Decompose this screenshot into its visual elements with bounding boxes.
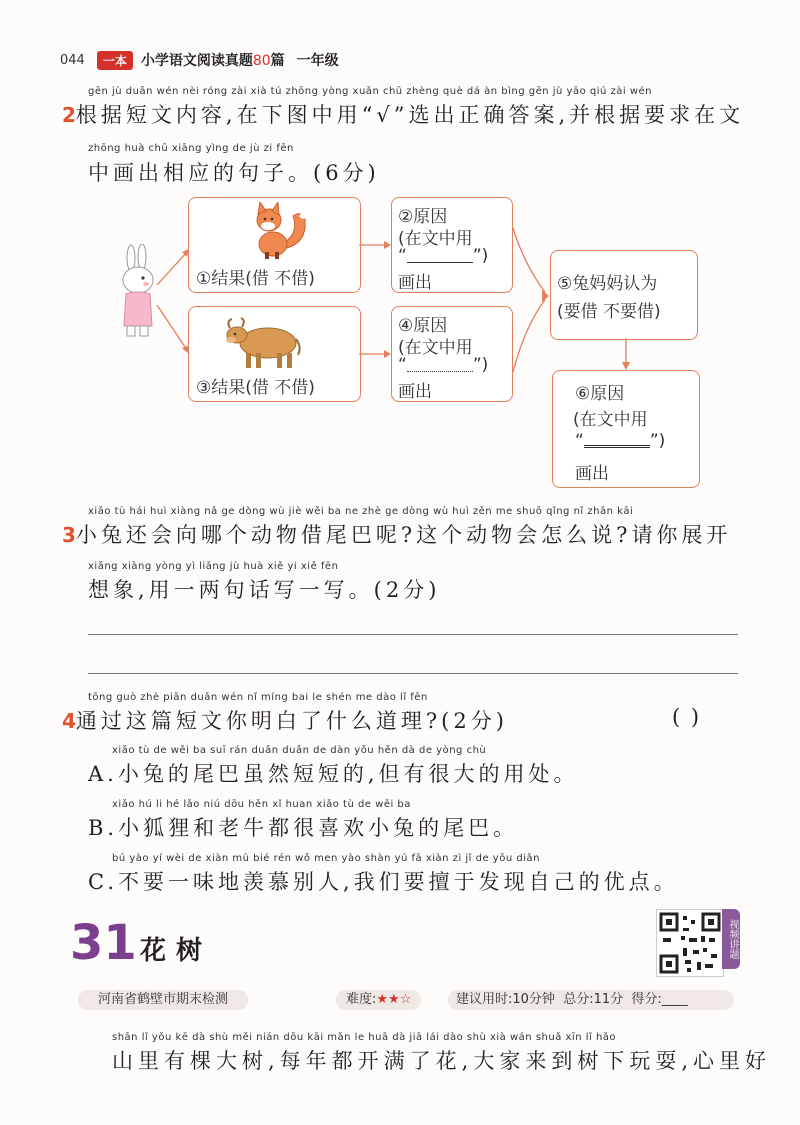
q4-option-a[interactable]: A.小兔的尾巴虽然短短的,但有很大的用处。	[88, 762, 579, 786]
score-field: 得分:____	[631, 992, 688, 1007]
lesson-text-line-1: 山里有棵大树,每年都开满了花,大家来到树下玩耍,心里好	[112, 1049, 772, 1073]
q4-answer-paren[interactable]: ( )	[672, 705, 702, 729]
box-mother-opinion	[550, 250, 698, 340]
total-score: 总分:11分	[563, 992, 624, 1007]
box2-label: ③结果(借 不借)	[196, 378, 315, 398]
difficulty-badge: 难度:★★☆	[336, 990, 421, 1010]
q4-optA-pinyin: xiǎo tù de wěi ba suī rán duǎn duǎn de dàn yǒu hěn dà de yòng chù	[112, 745, 487, 756]
q4-option-b[interactable]: B.小狐狸和老牛都很喜欢小兔的尾巴。	[88, 816, 519, 840]
box6-line-4: 画出	[575, 464, 609, 484]
box5-line-2: (要借 不要借)	[557, 302, 661, 322]
grade-label: 一年级	[296, 53, 339, 69]
answer-line-2[interactable]	[88, 673, 738, 674]
q3-line-1: 3小兔还会向哪个动物借尾巴呢?这个动物会怎么说?请你展开	[62, 523, 732, 547]
answer-line-1[interactable]	[88, 634, 738, 635]
box5-line-1: ⑤兔妈妈认为	[557, 274, 658, 294]
box4-line-3: “ ”)	[398, 355, 489, 375]
brace-arrows	[511, 226, 551, 376]
box-reason-4	[391, 306, 513, 402]
lesson-number: 31	[70, 915, 137, 971]
qr-code-icon[interactable]	[656, 909, 724, 977]
fox-illustration	[241, 202, 311, 260]
q4-optB-pinyin: xiǎo hú li hé lǎo niú dōu hěn xǐ huan xiǎo tù de wěi ba	[112, 799, 411, 810]
box1-label: ①结果(借 不借)	[196, 269, 315, 289]
q3-pinyin-2: xiǎng xiàng yòng yì liǎng jù huà xiě yi xiě fēn	[88, 561, 339, 572]
suggested-time: 建议用时:10分钟	[456, 992, 555, 1007]
difficulty-stars: ★★☆	[376, 992, 412, 1007]
q2-line-2: 中画出相应的句子。(6分)	[88, 161, 380, 185]
arrow-3-to-4	[359, 346, 393, 362]
box-reason-2	[391, 197, 513, 293]
box-result-2	[188, 306, 361, 402]
box3-line-2: (在文中用	[398, 229, 473, 249]
box4-line-2: (在文中用	[398, 338, 473, 358]
q4-option-c[interactable]: C.不要一味地羡慕别人,我们要擅于发现自己的优点。	[88, 870, 679, 894]
box3-line-4: 画出	[398, 273, 432, 293]
q3-pinyin-1: xiǎo tù hái huì xiàng nǎ ge dòng wù jiè wěi ba ne zhè ge dòng wù huì zěn me shuō qǐng nǐ zhǎn kāi	[88, 506, 634, 517]
publisher-logo: 一本	[97, 51, 133, 70]
rabbit-illustration	[118, 244, 160, 340]
source-badge: 河南省鹤壁市期末检测	[78, 990, 248, 1010]
arrow-5-to-6	[618, 338, 634, 372]
box-result-1	[188, 197, 361, 293]
page-number: 044	[60, 52, 85, 68]
box3-line-3: “ ”)	[398, 246, 489, 266]
lesson-title: 花树	[140, 936, 213, 966]
box6-line-1: ⑥原因	[575, 384, 625, 404]
video-lecture-tag[interactable]: 视频讲题	[722, 909, 740, 969]
q2-pinyin-2: zhōng huà chū xiāng yìng de jù zi fēn	[88, 143, 294, 154]
page-header	[60, 48, 339, 72]
box6-line-2: (在文中用	[573, 410, 648, 430]
box4-line-1: ④原因	[398, 316, 448, 336]
q3-line-2: 想象,用一两句话写一写。(2分)	[88, 578, 441, 602]
lesson-meta	[448, 990, 734, 1010]
q2-number: 2	[62, 103, 76, 127]
q4-optC-pinyin: bú yào yí wèi de xiàn mù bié rén wǒ men yào shàn yú fā xiàn zì jǐ de yōu diǎn	[112, 853, 540, 864]
q4-line-1: 4通过这篇短文你明白了什么道理?(2分)	[62, 709, 508, 733]
box4-line-4: 画出	[398, 382, 432, 402]
box6-line-3: “ ”)	[575, 431, 666, 451]
box3-line-1: ②原因	[398, 207, 448, 227]
q3-number: 3	[62, 523, 76, 547]
q4-number: 4	[62, 709, 76, 733]
q2-pinyin-1: gēn jù duǎn wén nèi róng zài xià tú zhōng yòng xuǎn chū zhèng què dá àn bìng gēn jù yāo qiú zài wén	[88, 86, 653, 97]
series-title: 小学语文阅读真题80篇	[140, 53, 285, 69]
arrow-1-to-2	[359, 237, 393, 253]
q2-line-1: 2根据短文内容,在下图中用“√”选出正确答案,并根据要求在文	[62, 103, 745, 127]
lesson-pinyin-1: shān lǐ yǒu kē dà shù měi nián dōu kāi mǎn le huā dà jiā lái dào shù xià wán shuǎ xīn lǐ hǎo	[112, 1032, 617, 1043]
ox-illustration	[222, 313, 302, 371]
q4-pinyin: tōng guò zhè piān duǎn wén nǐ míng bai le shén me dào lǐ fēn	[88, 692, 428, 703]
box-reason-6	[552, 370, 700, 488]
